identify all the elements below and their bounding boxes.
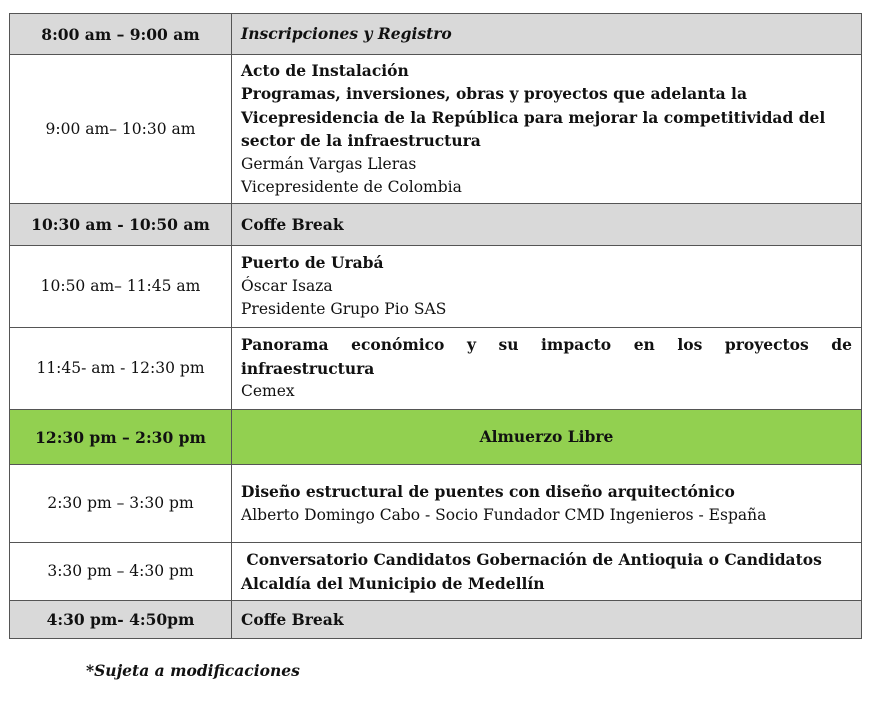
time-cell: 11:45- am - 12:30 pm <box>10 328 232 410</box>
session-topic: Programas, inversiones, obras y proyectos que adelanta la Vicepresidencia de la República para mejorar la competitividad del sector de la infraestructura <box>241 84 826 150</box>
session-topic: Conversatorio Candidatos Gobernación de Antioquia o Candidatos Alcaldía del Municipio de Medellín <box>241 550 828 593</box>
speaker-name: Óscar Isaza <box>241 276 333 295</box>
session-cell <box>232 328 862 410</box>
session-cell <box>232 204 862 246</box>
agenda-row <box>10 601 862 639</box>
time-cell: 10:50 am– 11:45 am <box>10 246 232 328</box>
time-cell: 3:30 pm – 4:30 pm <box>10 543 232 601</box>
session-cell <box>232 55 862 204</box>
session-cell <box>232 246 862 328</box>
time-cell: 9:00 am– 10:30 am <box>10 55 232 204</box>
speaker-name: Germán Vargas Lleras <box>241 154 417 173</box>
speaker-role: Presidente Grupo Pio SAS <box>241 300 447 319</box>
session-cell <box>232 543 862 601</box>
agenda-row <box>10 328 862 410</box>
agenda-row <box>10 14 862 55</box>
agenda-row <box>10 465 862 543</box>
speaker-role: Vicepresidente de Colombia <box>241 178 462 196</box>
session-topic: Panorama económico y su impacto en los proyectos de infraestructura <box>241 335 852 378</box>
agenda-row <box>10 55 862 204</box>
session-title: Puerto de Urabá <box>241 253 384 273</box>
speaker-name: Cemex <box>241 382 295 401</box>
time-cell: 4:30 pm- 4:50pm <box>10 601 232 639</box>
session-title: Almuerzo Libre <box>479 427 614 447</box>
session-title: Inscripciones y Registro <box>241 24 452 44</box>
footnote: *Sujeta a modificaciones <box>86 661 300 680</box>
session-title: Coffe Break <box>241 609 344 629</box>
session-title: Diseño estructural de puentes con diseño arquitectónico <box>241 482 735 501</box>
session-title: Coffe Break <box>241 214 344 234</box>
agenda-row <box>10 204 862 246</box>
session-cell <box>232 601 862 639</box>
session-cell <box>232 465 862 543</box>
agenda-row <box>10 246 862 328</box>
time-cell: 2:30 pm – 3:30 pm <box>10 465 232 543</box>
session-cell <box>232 410 862 465</box>
time-cell: 12:30 pm – 2:30 pm <box>10 410 232 465</box>
time-cell: 10:30 am - 10:50 am <box>10 204 232 246</box>
agenda-row <box>10 543 862 601</box>
session-cell <box>232 14 862 55</box>
time-cell: 8:00 am – 9:00 am <box>10 14 232 55</box>
speaker-name: Alberto Domingo Cabo - Socio Fundador CMD Ingenieros - España <box>241 505 767 524</box>
agenda-table <box>9 13 862 639</box>
session-title: Acto de Instalación <box>241 60 409 80</box>
agenda-row <box>10 410 862 465</box>
